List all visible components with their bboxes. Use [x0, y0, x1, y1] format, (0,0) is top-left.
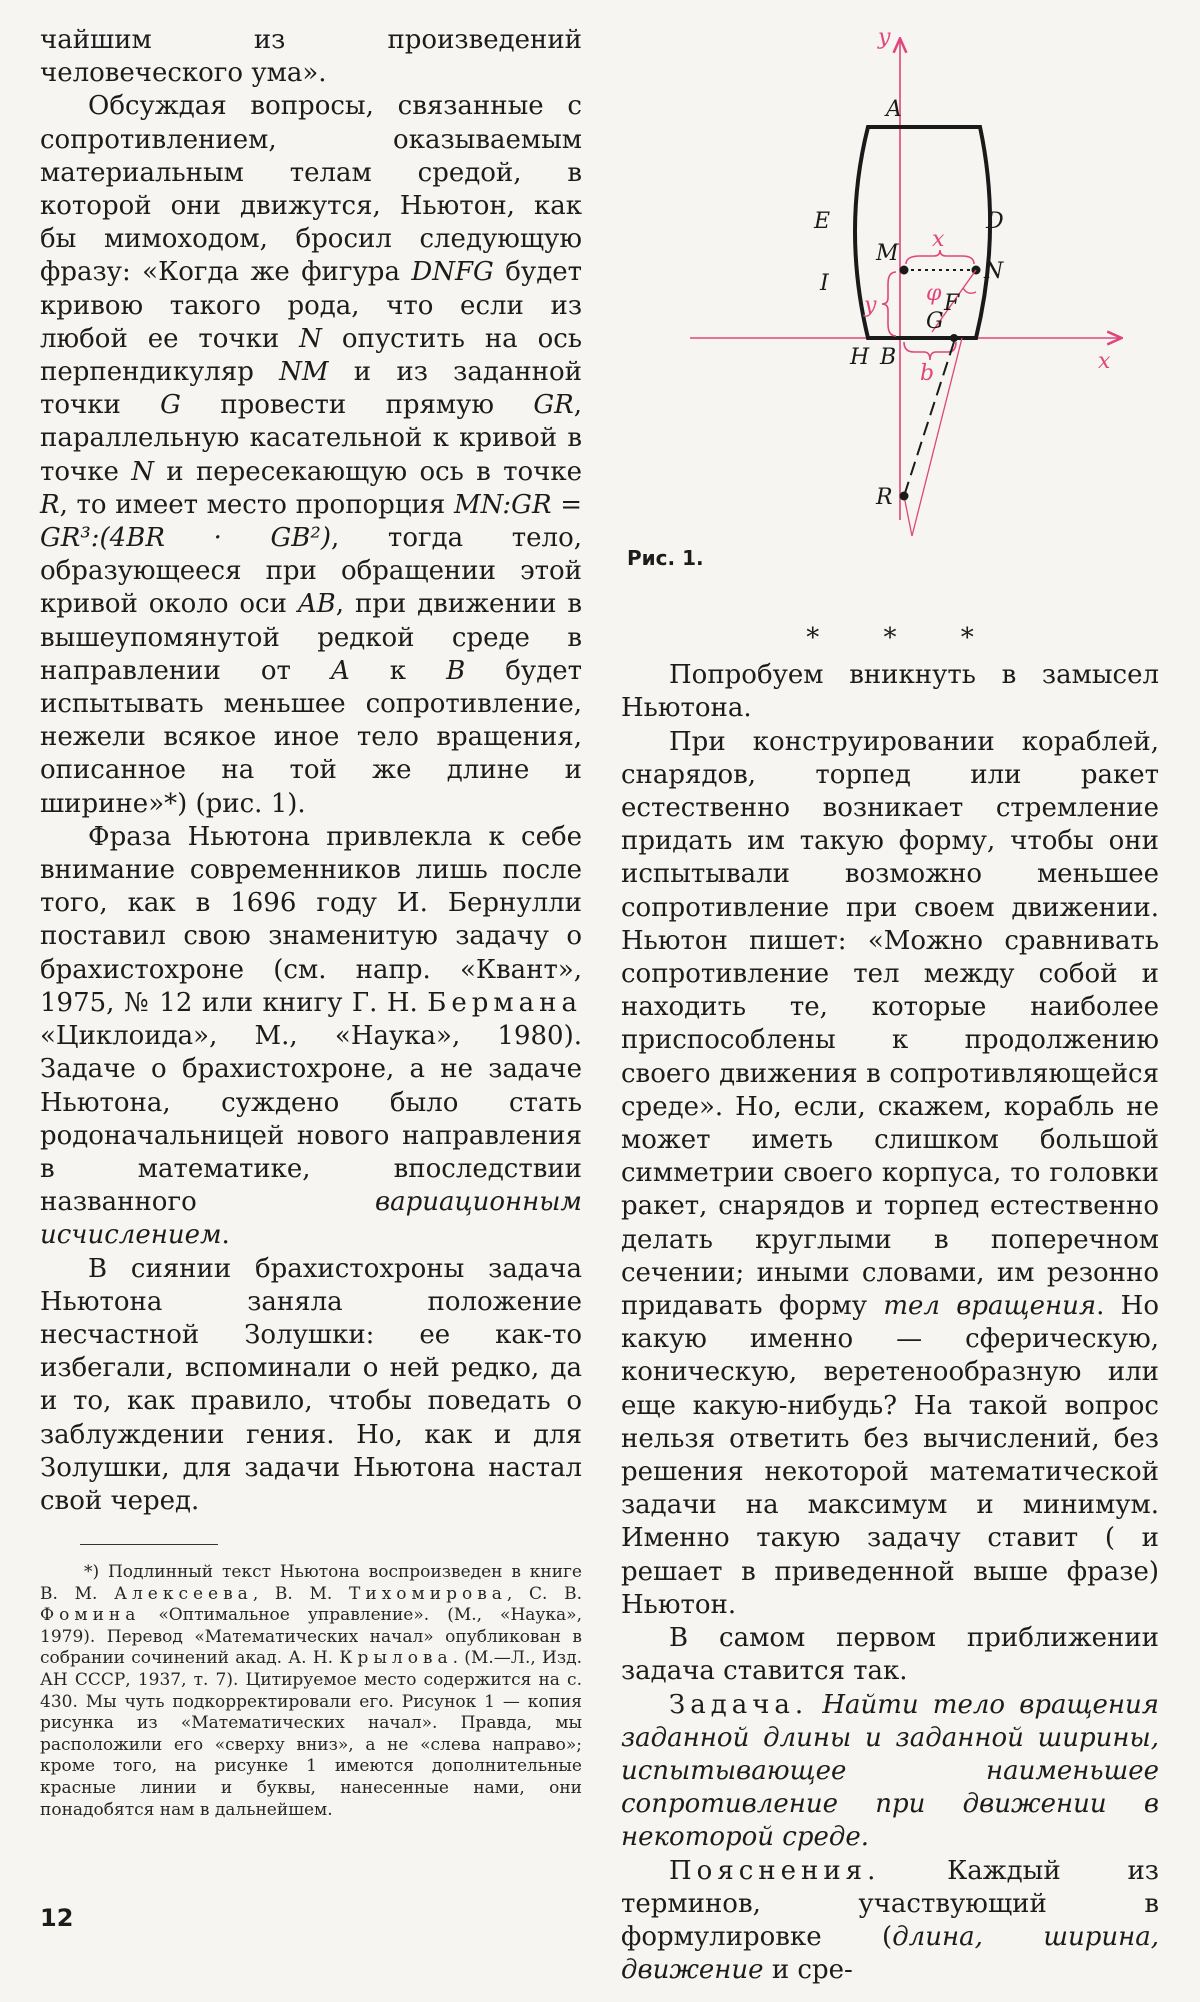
point-r [900, 492, 909, 501]
angle-phi-arc [963, 288, 976, 293]
label-r: R [876, 485, 893, 510]
brace-x [906, 250, 974, 264]
brace-b [904, 342, 956, 360]
label-b: B [880, 345, 897, 370]
line-r-accent [904, 496, 912, 536]
figure-caption: Рис. 1. [627, 546, 704, 570]
label-y-seg: y [864, 293, 877, 318]
right-text-column [621, 622, 1159, 1987]
label-d: D [986, 209, 1004, 234]
brace-y [882, 272, 896, 336]
footnote-rule [80, 1544, 218, 1545]
paragraph-explanations: Пояснения. Каждый из терминов, участвующий в формулировке (длина, ширина, движение и сре- [621, 1855, 1159, 1986]
paragraph-construction: При конструировании кораблей, снарядов, торпед или ракет естественно возникает стремление придать им такую форму, чтобы они испытывали возможно меньшее сопротивление при своем движении. Ньютон пишет: «Можно сравнивать сопротивление тел между собой и находить те, которые наиболее приспособлены к продолжению своего движения в сопротивляющейся среде». Но, если, скажем, корабль не может иметь слишком большой симметрии своего корпуса, то головки ракет, снарядов и торпед естественно делать круглыми в поперечном сечении; иными словами, им резонно придавать форму тел вращения. Но какую именно — сферическую, коническую, веретенообразную или еще какую-нибудь? На такой вопрос нельзя ответить без вычислений, без решения некоторой математической задачи на максимум и минимум. Именно такую задачу ставит ( и решает в приведенной выше фразе) Ньютон. [621, 726, 1159, 1620]
label-i: I [820, 271, 829, 296]
paragraph-newton-quote: Обсуждая вопросы, связанные с сопротивлением, оказываемым материальным телам средой, в которой они движутся, Ньютон, как бы мимоходом, бросил следующую фразу: «Когда же фигура DNFG будет кривою такого рода, что если из любой ее точки N опустить на ось перпендикуляр NM и из заданной точки G провести прямую GR, параллельную касательной к кривой в точке N и пересекающую ось в точке R, то имеет место пропорция MN:GR = GR³:(4BR · GB²), тогда тело, образующееся при обращении этой кривой около оси AB, при движении в вышеупомянутой редкой среде в направлении от A к B будет испытывать меньшее сопротивление, нежели всякое иное тело вращения, описанное на той же длине и ширине»*) (рис. 1). [40, 91, 582, 819]
label-h: H [850, 345, 870, 370]
label-x-axis: x [1098, 349, 1111, 374]
paragraph-problem: Задача. Найти тело вращения заданной длины и заданной ширины, испытывающее наименьшее сопротивление при движении в некоторой среде. [621, 1689, 1159, 1853]
point-m [900, 266, 909, 275]
figure-diagram [680, 20, 1140, 560]
section-separator: * * * [806, 623, 1002, 653]
label-x-seg: x [932, 227, 945, 252]
page-number: 12 [40, 1904, 74, 1932]
paragraph-brachistochrone: Фраза Ньютона привлекла к себе внимание современников лишь после того, как в 1696 году И. Бернулли поставил свою знаменитую задачу о брахистохроне (см. напр. «Квант», 1975, № 12 или книгу Г. Н. Бермана «Циклоида», М., «Наука», 1980). Задаче о брахистохроне, а не задаче Ньютона, суждено было стать родоначальницей нового направления в математике, впоследствии названного вариационным исчислением. [40, 821, 582, 1251]
label-n: N [984, 259, 1004, 284]
label-a: A [886, 97, 902, 122]
footnote: *) Подлинный текст Ньютона воспроизведен в книге В. М. Алексеева, В. М. Тихомирова, С. В. Фомина «Оптимальное управление». (М., «Наука», 1979). Перевод «Математических начал» опубликован в собрании сочинений акад. А. Н. Крылова. (М.—Л., Изд. АН СССР, 1937, т. 7). Цитируемое место содержится на с. 430. Мы чуть подкорректировали его. Рисунок 1 — копия рисунка из «Математических начал». Правда, мы расположили его «сверху вниз», а не «слева направо»; кроме того, на рисунке 1 имеются дополнительные красные линии и буквы, нанесенные нами, они понадобятся нам в дальнейшем. [40, 1562, 582, 1821]
paragraph-intent: Попробуем вникнуть в замысел Ньютона. [621, 660, 1159, 724]
paragraph-continuation: чайшим из произведений человеческого ума». [40, 25, 582, 89]
left-text-column [40, 24, 582, 1518]
label-g: G [926, 309, 944, 334]
label-y-axis: y [878, 25, 891, 50]
point-g [950, 334, 958, 342]
paragraph-cinderella: В сиянии брахистохроны задача Ньютона заняла положение несчастной Золушки: ее как-то избегали, вспоминали о ней редко, да и то, как правило, чтобы поведать о заблуждении гения. Но, как и для Золушки, для задачи Ньютона настал свой черед. [40, 1253, 582, 1516]
label-m: M [876, 241, 899, 266]
proportion-formula: MN:GR = GR³:(4BR · GB²) [40, 489, 582, 554]
figure-1 [680, 20, 1140, 560]
paragraph-first-approx: В самом первом приближении задача ставится так. [621, 1623, 1159, 1687]
label-e: E [814, 209, 831, 234]
label-phi: φ [926, 281, 942, 306]
label-f: F [944, 291, 960, 316]
label-b-seg: b [920, 361, 935, 386]
